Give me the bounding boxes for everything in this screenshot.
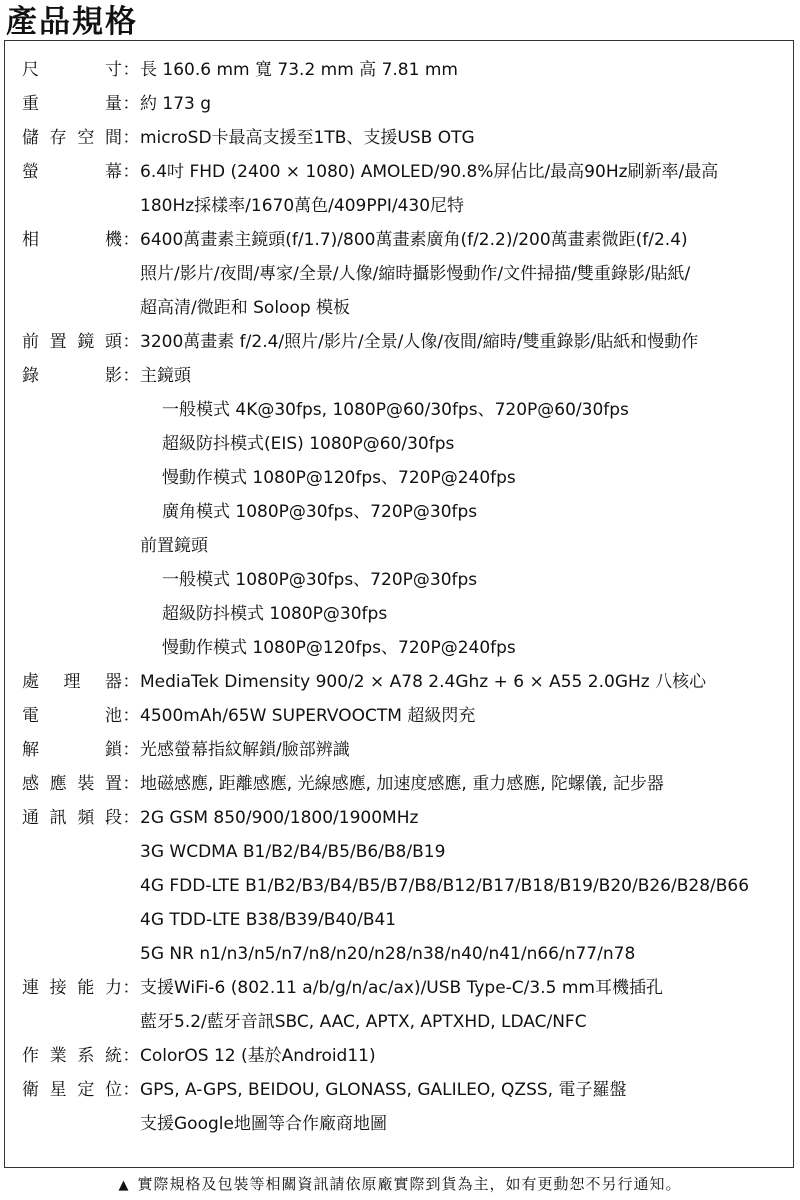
spec-value-line: 超級防抖模式 1080P@30fps (162, 604, 388, 624)
spec-value-line: 地磁感應, 距離感應, 光線感應, 加速度感應, 重力感應, 陀螺儀, 記步器 (140, 774, 664, 794)
spec-row (22, 733, 792, 767)
spec-values (140, 359, 792, 665)
spec-value-line: 光感螢幕指紋解鎖/臉部辨識 (140, 740, 350, 760)
spec-rows (22, 53, 792, 1141)
spec-value-line: 6400萬畫素主鏡頭(f/1.7)/800萬畫素廣角(f/2.2)/200萬畫素微距(f/2.4) (140, 230, 688, 250)
spec-colon: ： (122, 978, 140, 998)
spec-value-line: GPS, A-GPS, BEIDOU, GLONASS, GALILEO, QZSS, 電子羅盤 (140, 1080, 627, 1100)
spec-row (22, 699, 792, 733)
spec-value-line: 超級防抖模式(EIS) 1080P@60/30fps (162, 434, 455, 454)
spec-label: 作業系統 (22, 1046, 122, 1066)
spec-value-line: 支援Google地圖等合作廠商地圖 (140, 1114, 387, 1134)
spec-value-line: 3200萬畫素 f/2.4/照片/影片/全景/人像/夜間/縮時/雙重錄影/貼紙和慢動作 (140, 332, 699, 352)
spec-values (140, 87, 792, 121)
spec-value-line: 超高清/微距和 Soloop 模板 (140, 298, 351, 318)
footer-text: 實際規格及包裝等相關資訊請依原廠實際到貨為主，如有更動恕不另行通知。 (137, 1175, 682, 1193)
spec-row (22, 87, 792, 121)
spec-value-line: microSD卡最高支援至1TB、支援USB OTG (140, 128, 475, 148)
spec-values (140, 733, 792, 767)
spec-label: 相機 (22, 230, 122, 250)
spec-values (140, 801, 792, 971)
spec-label: 解鎖 (22, 740, 122, 760)
spec-label: 儲存空間 (22, 128, 122, 148)
spec-row (22, 223, 792, 325)
spec-label: 感應裝置 (22, 774, 122, 794)
spec-values (140, 53, 792, 87)
spec-row (22, 53, 792, 87)
spec-label: 電池 (22, 706, 122, 726)
spec-values (140, 155, 792, 223)
spec-value-line: 4G TDD-LTE B38/B39/B40/B41 (140, 910, 397, 930)
spec-value-line: 2G GSM 850/900/1800/1900MHz (140, 808, 419, 828)
spec-value-line: 前置鏡頭 (140, 536, 208, 556)
spec-row (22, 121, 792, 155)
spec-values (140, 121, 792, 155)
spec-row (22, 801, 792, 971)
spec-label: 處理器 (22, 672, 122, 692)
spec-colon: ： (122, 740, 140, 760)
spec-value-line: 3G WCDMA B1/B2/B4/B5/B6/B8/B19 (140, 842, 446, 862)
triangle-icon: ▲ (118, 1178, 130, 1193)
spec-label: 通訊頻段 (22, 808, 122, 828)
spec-label: 螢幕 (22, 162, 122, 182)
spec-values (140, 665, 792, 699)
spec-label: 錄影 (22, 366, 122, 386)
spec-label: 衛星定位 (22, 1080, 122, 1100)
spec-colon: ： (122, 706, 140, 726)
spec-value-line: 4G FDD-LTE B1/B2/B3/B4/B5/B7/B8/B12/B17/B18/B19/B20/B26/B28/B66 (140, 876, 750, 896)
spec-value-line: 約 173 g (140, 94, 212, 114)
footer-note (0, 1172, 800, 1198)
spec-value-line: 慢動作模式 1080P@120fps、720P@240fps (162, 468, 516, 488)
spec-colon: ： (122, 60, 140, 80)
spec-value-line: 慢動作模式 1080P@120fps、720P@240fps (162, 638, 516, 658)
spec-colon: ： (122, 128, 140, 148)
spec-label: 連接能力 (22, 978, 122, 998)
spec-label: 前置鏡頭 (22, 332, 122, 352)
spec-colon: ： (122, 774, 140, 794)
spec-value-line: 5G NR n1/n3/n5/n7/n8/n20/n28/n38/n40/n41/n66/n77/n78 (140, 944, 636, 964)
spec-value-line: 6.4吋 FHD (2400 × 1080) AMOLED/90.8%屏佔比/最高90Hz刷新率/最高 (140, 162, 719, 182)
spec-row (22, 1073, 792, 1141)
spec-value-line: 180Hz採樣率/1670萬色/409PPI/430尼特 (140, 196, 465, 216)
spec-colon: ： (122, 672, 140, 692)
spec-row (22, 665, 792, 699)
spec-row (22, 1039, 792, 1073)
spec-value-line: ColorOS 12 (基於Android11) (140, 1046, 376, 1066)
spec-value-line: 一般模式 4K@30fps, 1080P@60/30fps、720P@60/30fps (162, 400, 629, 420)
spec-row (22, 767, 792, 801)
spec-values (140, 971, 792, 1039)
spec-value-line: MediaTek Dimensity 900/2 × A78 2.4Ghz + 6 × A55 2.0GHz 八核心 (140, 672, 707, 692)
spec-value-line: 長 160.6 mm 寬 73.2 mm 高 7.81 mm (140, 60, 458, 80)
spec-colon: ： (122, 1046, 140, 1066)
spec-row (22, 359, 792, 665)
spec-colon: ： (122, 1080, 140, 1100)
spec-colon: ： (122, 808, 140, 828)
spec-row (22, 155, 792, 223)
spec-value-line: 主鏡頭 (140, 366, 191, 386)
spec-table (4, 40, 794, 1168)
spec-value-line: 支援WiFi-6 (802.11 a/b/g/n/ac/ax)/USB Type-C/3.5 mm耳機插孔 (140, 978, 663, 998)
spec-colon: ： (122, 332, 140, 352)
spec-row (22, 325, 792, 359)
spec-label: 尺寸 (22, 60, 122, 80)
spec-value-line: 一般模式 1080P@30fps、720P@30fps (162, 570, 478, 590)
spec-values (140, 325, 792, 359)
spec-colon: ： (122, 162, 140, 182)
spec-value-line: 照片/影片/夜間/專家/全景/人像/縮時攝影慢動作/文件掃描/雙重錄影/貼紙/ (140, 264, 691, 284)
spec-colon: ： (122, 366, 140, 386)
spec-values (140, 767, 792, 801)
spec-values (140, 699, 792, 733)
spec-values (140, 1073, 792, 1141)
spec-colon: ： (122, 94, 140, 114)
spec-values (140, 223, 792, 325)
spec-value-line: 藍牙5.2/藍牙音訊SBC, AAC, APTX, APTXHD, LDAC/NFC (140, 1012, 587, 1032)
spec-value-line: 4500mAh/65W SUPERVOOCTM 超級閃充 (140, 706, 476, 726)
spec-row (22, 971, 792, 1039)
spec-values (140, 1039, 792, 1073)
spec-value-line: 廣角模式 1080P@30fps、720P@30fps (162, 502, 478, 522)
spec-colon: ： (122, 230, 140, 250)
spec-label: 重量 (22, 94, 122, 114)
page-title: 產品規格 (6, 4, 138, 40)
